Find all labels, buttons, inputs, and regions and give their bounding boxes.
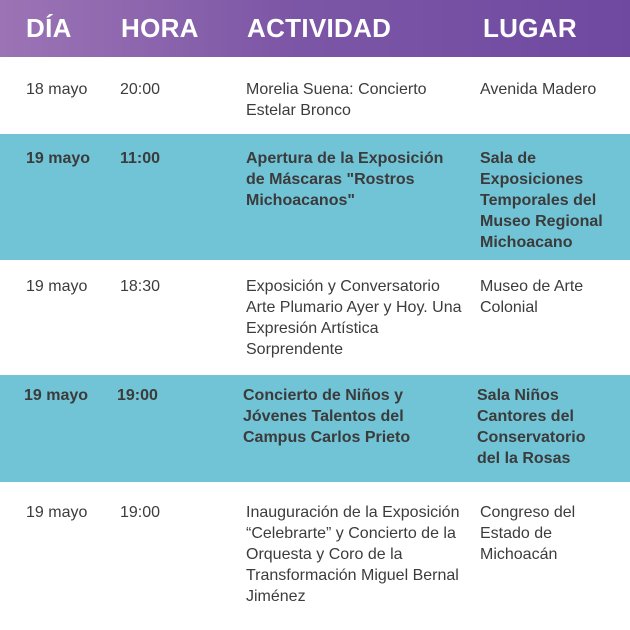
cell-dia: 19 mayo	[24, 387, 89, 404]
cell-hora: 18:30	[120, 278, 161, 295]
cell-dia: 19 mayo	[26, 504, 88, 521]
cell-actividad: Morelia Suena: Concierto Estelar Bronco	[246, 81, 427, 119]
header-hora: HORA	[121, 13, 199, 43]
table-row	[0, 134, 630, 260]
cell-hora: 11:00	[120, 150, 161, 167]
cell-hora: 20:00	[120, 81, 161, 98]
table-row	[0, 260, 630, 375]
table-row	[0, 57, 630, 134]
cell-lugar: Congreso del Estado de Michoacán	[480, 504, 576, 563]
cell-dia: 18 mayo	[26, 81, 88, 98]
cell-lugar: Museo de Arte Colonial	[480, 278, 584, 316]
cell-actividad: Concierto de Niños y Jóvenes Talentos del Campus Carlos Prieto	[243, 387, 411, 446]
cell-dia: 19 mayo	[26, 150, 91, 167]
cell-actividad: Inauguración de la Exposición “Celebrarte” y Concierto de la Orquesta y Coro de la Transformación Miguel Bernal Jiménez	[246, 504, 460, 605]
table-row	[0, 482, 630, 630]
cell-lugar: Sala de Exposiciones Temporales del Museo Regional Michoacano	[480, 150, 603, 251]
table-header	[0, 0, 630, 57]
header-actividad: ACTIVIDAD	[247, 13, 392, 43]
cell-lugar: Sala Niños Cantores del Conservatorio del la Rosas	[477, 387, 586, 467]
cell-dia: 19 mayo	[26, 278, 88, 295]
cell-actividad: Exposición y Conversatorio Arte Plumario Ayer y Hoy. Una Expresión Artística Sorprendente	[246, 278, 462, 358]
cell-hora: 19:00	[120, 504, 161, 521]
header-lugar: LUGAR	[483, 13, 577, 43]
table-row	[0, 375, 630, 482]
cell-actividad: Apertura de la Exposición de Máscaras "Rostros Michoacanos"	[246, 150, 444, 209]
cell-lugar: Avenida Madero	[480, 81, 597, 98]
cell-hora: 19:00	[117, 387, 158, 404]
header-dia: DÍA	[26, 13, 72, 43]
